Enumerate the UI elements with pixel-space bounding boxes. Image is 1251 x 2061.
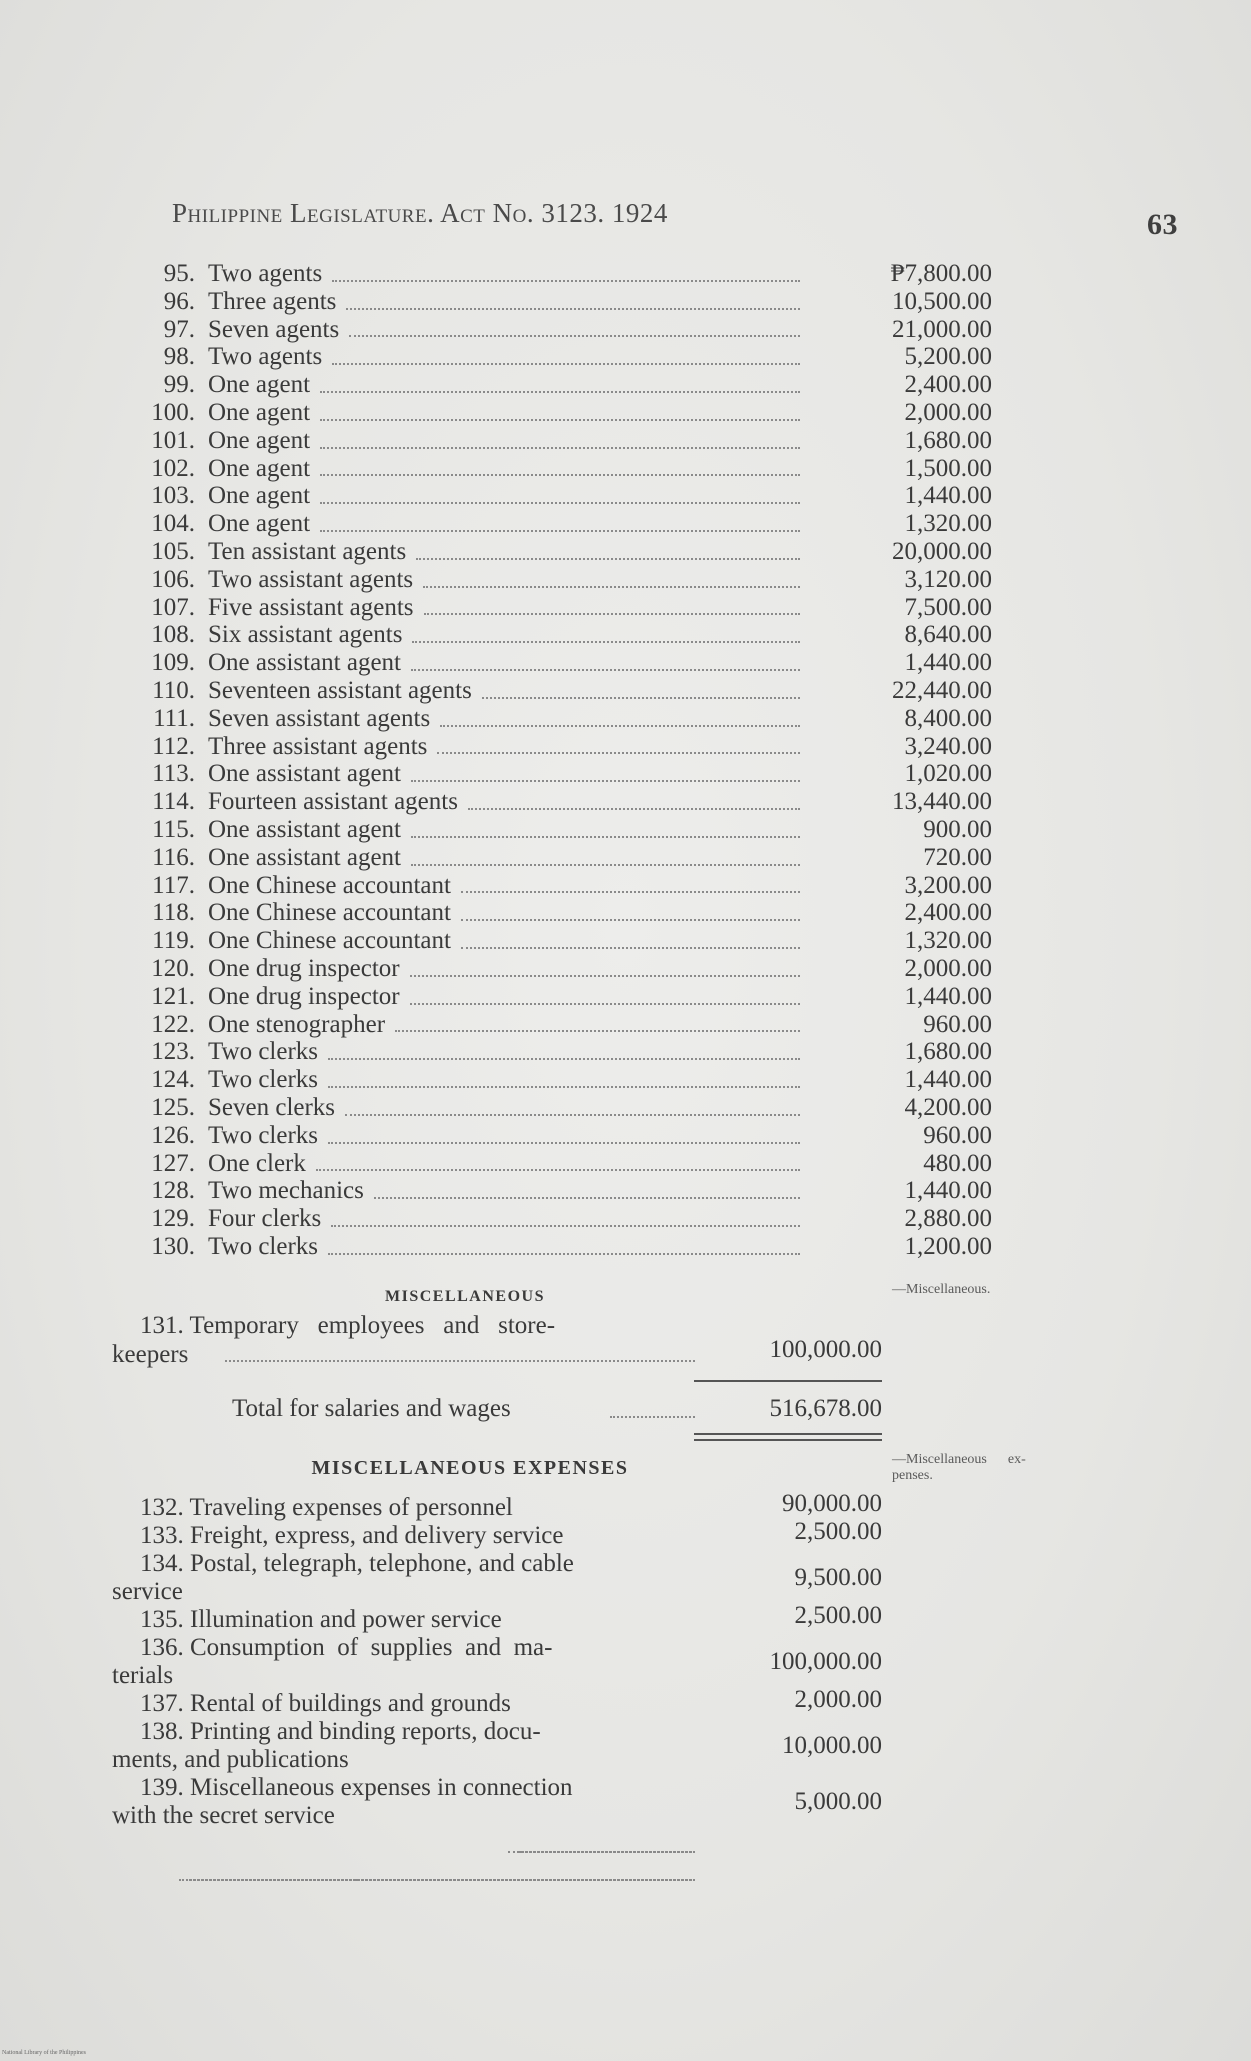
- item-description: [208, 455, 798, 483]
- item-number: 100.: [151, 398, 195, 426]
- salary-item-row: [110, 510, 992, 538]
- item-label: Two clerks: [208, 1121, 319, 1149]
- page-header: [172, 198, 1182, 241]
- leader-dots: [320, 417, 800, 421]
- salary-item-row: [110, 1177, 992, 1205]
- salary-item-row: [110, 1121, 992, 1150]
- salary-item-row: [110, 815, 992, 844]
- item-description: [208, 260, 798, 288]
- item-amount: 2,400.00: [904, 371, 992, 399]
- item-label: Ten assistant agents: [208, 537, 407, 565]
- salary-item-row: [110, 593, 992, 622]
- expense-item-amount: 9,500.00: [794, 1564, 882, 1591]
- item-description: [208, 510, 798, 538]
- item-label: One agent: [208, 454, 311, 482]
- salary-item-row: [110, 371, 992, 399]
- item-label: One agent: [208, 482, 311, 510]
- item-amount: 1,500.00: [904, 454, 992, 482]
- item-description: [208, 399, 798, 427]
- item-number: 99.: [163, 371, 195, 399]
- expense-item-line1: 136. Consumption of supplies and ma-: [140, 1634, 553, 1661]
- item-description: [208, 1038, 798, 1066]
- salary-item-row: [110, 398, 992, 427]
- leader-dots: [320, 500, 800, 504]
- item-label: Two clerks: [208, 1232, 319, 1260]
- item-amount: 900.00: [923, 815, 992, 843]
- item-number: 95.: [163, 260, 195, 287]
- item-number: 109.: [151, 649, 195, 677]
- footer-credit: National Library of the Philippines: [2, 2050, 86, 2056]
- item-label: Six assistant agents: [208, 621, 403, 649]
- item-label: Two agents: [208, 260, 323, 287]
- page-number: 63: [1147, 208, 1178, 241]
- item-amount: 1,440.00: [904, 1177, 992, 1205]
- item-description: [208, 621, 798, 649]
- item-label: One clerk: [208, 1149, 306, 1177]
- item-label: One agent: [208, 510, 311, 538]
- leader-dots: [517, 1849, 695, 1853]
- item-number: 115.: [152, 815, 195, 843]
- item-label: Two mechanics: [208, 1177, 364, 1205]
- expense-item-amount: 2,500.00: [794, 1602, 882, 1629]
- expense-item-amount: 5,000.00: [794, 1788, 882, 1815]
- item-amount: 8,400.00: [904, 704, 992, 732]
- item-label: Three agents: [208, 287, 337, 315]
- item-amount: 3,120.00: [904, 565, 992, 593]
- item-number: 113.: [152, 760, 195, 788]
- item-number: 104.: [151, 510, 195, 538]
- leader-dots: [225, 1358, 695, 1362]
- item-amount: 960.00: [923, 1010, 992, 1038]
- item-amount: 1,440.00: [904, 649, 992, 677]
- item-number: 98.: [163, 343, 195, 371]
- salary-item-row: [110, 649, 992, 677]
- item-description: [208, 343, 798, 371]
- item-amount: 1,680.00: [904, 426, 992, 454]
- item-description: [208, 427, 798, 455]
- item-label: Two clerks: [208, 1038, 319, 1066]
- item-label: One assistant agent: [208, 815, 402, 843]
- item-amount: 10,500.00: [892, 287, 992, 315]
- leader-dots: [320, 445, 800, 449]
- item-131-line1: 131. Temporary employees and store-: [140, 1312, 556, 1339]
- margin-note-expenses-2: penses.: [892, 1468, 933, 1483]
- leader-dots: [610, 1414, 695, 1418]
- salary-item-row: [110, 482, 992, 510]
- expense-item-amount: 10,000.00: [782, 1732, 882, 1759]
- item-amount: 5,200.00: [904, 343, 992, 371]
- expense-item-amount: 90,000.00: [782, 1490, 882, 1517]
- salary-item-row: [110, 621, 992, 649]
- item-amount: 1,320.00: [904, 510, 992, 538]
- item-number: 103.: [151, 482, 195, 510]
- salary-item-row: [110, 287, 992, 316]
- item-number: 106.: [151, 565, 195, 593]
- expense-item-line2: terials: [112, 1662, 174, 1689]
- item-number: 123.: [151, 1038, 195, 1066]
- expense-item-amount: 100,000.00: [769, 1648, 882, 1675]
- item-amount: 3,240.00: [904, 732, 992, 760]
- rule-double-2: [694, 1439, 882, 1441]
- item-description: [208, 955, 798, 983]
- item-label: One assistant agent: [208, 843, 402, 871]
- item-description: [208, 872, 798, 900]
- item-label: Two assistant agents: [208, 565, 414, 593]
- item-amount: 22,440.00: [892, 676, 992, 704]
- item-description: [208, 705, 798, 733]
- salary-item-row: [110, 565, 992, 594]
- item-description: [208, 649, 798, 677]
- item-description: [208, 1011, 798, 1039]
- item-description: [208, 316, 798, 344]
- leader-dots: [341, 1877, 695, 1881]
- item-amount: 20,000.00: [892, 537, 992, 565]
- salary-item-row: [110, 760, 992, 788]
- item-label: Seven agents: [208, 315, 340, 343]
- item-label: Seventeen assistant agents: [208, 676, 472, 704]
- item-label: Four clerks: [208, 1205, 322, 1233]
- item-number: 116.: [152, 843, 195, 871]
- item-description: [208, 899, 798, 927]
- item-description: [208, 760, 798, 788]
- expense-item-amount: 2,000.00: [794, 1686, 882, 1713]
- item-number: 97.: [163, 315, 195, 343]
- expense-item-line1: 132. Traveling expenses of personnel: [140, 1494, 513, 1521]
- salary-item-row: [110, 426, 992, 455]
- item-131-line2: keepers: [112, 1341, 189, 1368]
- item-number: 127.: [151, 1149, 195, 1177]
- salary-item-row: [110, 871, 992, 900]
- salary-item-row: [110, 1066, 992, 1094]
- expense-item-line1: 134. Postal, telegraph, telephone, and cable: [140, 1550, 574, 1577]
- item-description: [208, 1066, 798, 1094]
- item-number: 114.: [152, 788, 195, 816]
- item-label: One assistant agent: [208, 649, 402, 677]
- salary-item-row: [110, 704, 992, 733]
- item-label: One drug inspector: [208, 954, 400, 982]
- item-number: 96.: [163, 287, 195, 315]
- expense-item-line2: service: [112, 1578, 183, 1605]
- item-label: One agent: [208, 398, 311, 426]
- item-description: [208, 594, 798, 622]
- item-amount: 480.00: [923, 1149, 992, 1177]
- salary-item-row: [110, 343, 992, 371]
- salary-item-row: [110, 954, 992, 983]
- item-number: 120.: [151, 954, 195, 982]
- item-description: [208, 983, 798, 1011]
- salary-item-row: [110, 1038, 992, 1066]
- item-amount: 13,440.00: [892, 788, 992, 816]
- item-amount: 2,400.00: [904, 899, 992, 927]
- item-description: [208, 677, 798, 705]
- item-description: [208, 1150, 798, 1178]
- item-description: [208, 788, 798, 816]
- item-number: 124.: [151, 1066, 195, 1094]
- item-amount: 1,200.00: [904, 1232, 992, 1260]
- item-amount: 2,880.00: [904, 1205, 992, 1233]
- expense-item-line2: ments, and publications: [112, 1746, 349, 1773]
- salary-item-row: [110, 1010, 992, 1039]
- item-amount: 1,020.00: [904, 760, 992, 788]
- item-label: One agent: [208, 371, 311, 399]
- item-label: One Chinese accountant: [208, 899, 451, 927]
- item-description: [208, 482, 798, 510]
- leader-dots: [316, 1167, 800, 1171]
- item-description: [208, 1233, 798, 1261]
- item-amount: 1,440.00: [904, 1066, 992, 1094]
- item-label: Seven assistant agents: [208, 704, 431, 732]
- item-description: [208, 566, 798, 594]
- item-description: [208, 538, 798, 566]
- item-label: Two clerks: [208, 1066, 319, 1094]
- item-number: 111.: [153, 704, 195, 732]
- item-description: [208, 1094, 798, 1122]
- salary-item-row: [110, 732, 992, 761]
- item-number: 110.: [152, 676, 195, 704]
- item-131-amount: 100,000.00: [769, 1336, 882, 1363]
- item-description: [208, 927, 798, 955]
- salary-item-row: [110, 788, 992, 816]
- rule-top: [694, 1380, 882, 1382]
- salary-item-row: [110, 982, 992, 1011]
- running-title: Philippine Legislature. Act No. 3123. 1924: [172, 198, 668, 228]
- expense-item-amount: 2,500.00: [794, 1518, 882, 1545]
- rule-double-1: [694, 1433, 882, 1435]
- expense-item-line1: 139. Miscellaneous expenses in connection: [140, 1774, 573, 1801]
- item-number: 117.: [152, 871, 195, 899]
- section-heading-misc-expenses: MISCELLANEOUS EXPENSES: [311, 1457, 629, 1479]
- item-amount: 2,000.00: [904, 954, 992, 982]
- item-number: 125.: [151, 1093, 195, 1121]
- salary-item-row: [110, 454, 992, 483]
- item-label: One assistant agent: [208, 760, 402, 788]
- salary-item-row: [110, 676, 992, 705]
- leader-dots: [320, 389, 800, 393]
- item-amount: 3,200.00: [904, 871, 992, 899]
- item-number: 105.: [151, 537, 195, 565]
- salary-items-list: [110, 260, 992, 1261]
- item-amount: 720.00: [923, 843, 992, 871]
- salary-item-row: [110, 537, 992, 566]
- margin-note-miscellaneous: —Miscellaneous.: [892, 1282, 991, 1297]
- item-number: 129.: [151, 1205, 195, 1233]
- salary-item-row: [110, 927, 992, 955]
- item-label: One Chinese accountant: [208, 927, 451, 955]
- item-amount: 21,000.00: [892, 315, 992, 343]
- expense-item-line1: 138. Printing and binding reports, docu-: [140, 1718, 541, 1745]
- item-label: Three assistant agents: [208, 732, 428, 760]
- item-description: [208, 844, 798, 872]
- item-number: 126.: [151, 1121, 195, 1149]
- item-amount: 1,320.00: [904, 927, 992, 955]
- item-amount: 4,200.00: [904, 1093, 992, 1121]
- salary-item-row: [110, 1149, 992, 1178]
- item-label: Five assistant agents: [208, 593, 414, 621]
- expense-item-line2: with the secret service: [112, 1802, 335, 1829]
- item-number: 122.: [151, 1010, 195, 1038]
- margin-note-expenses-1: —Miscellaneous ex-: [892, 1452, 1026, 1467]
- item-number: 112.: [152, 732, 195, 760]
- salary-item-row: [110, 1232, 992, 1261]
- item-amount: 1,440.00: [904, 982, 992, 1010]
- item-description: [208, 1205, 798, 1233]
- item-label: Seven clerks: [208, 1093, 336, 1121]
- item-amount: 1,440.00: [904, 482, 992, 510]
- item-description: [208, 1177, 798, 1205]
- item-number: 128.: [151, 1177, 195, 1205]
- item-label: One Chinese accountant: [208, 871, 451, 899]
- item-amount: 1,680.00: [904, 1038, 992, 1066]
- item-description: [208, 816, 798, 844]
- item-description: [208, 288, 798, 316]
- item-amount: 2,000.00: [904, 398, 992, 426]
- salary-item-row: [110, 260, 992, 288]
- item-number: 107.: [151, 593, 195, 621]
- expense-item-line1: 135. Illumination and power service: [140, 1606, 502, 1633]
- item-number: 121.: [151, 982, 195, 1010]
- leader-dots: [320, 528, 800, 532]
- total-label: Total for salaries and wages: [232, 1395, 511, 1422]
- salary-item-row: [110, 1205, 992, 1233]
- salary-item-row: [110, 315, 992, 344]
- item-description: [208, 1122, 798, 1150]
- item-label: One drug inspector: [208, 982, 400, 1010]
- item-number: 101.: [151, 426, 195, 454]
- item-number: 119.: [152, 927, 195, 955]
- item-number: 108.: [151, 621, 195, 649]
- item-number: 130.: [151, 1232, 195, 1260]
- item-description: [208, 733, 798, 761]
- item-label: Fourteen assistant agents: [208, 788, 458, 816]
- section-heading-miscellaneous: MISCELLANEOUS: [385, 1288, 545, 1305]
- item-amount: 8,640.00: [904, 621, 992, 649]
- item-label: One stenographer: [208, 1010, 386, 1038]
- leader-dots: [320, 472, 800, 476]
- item-amount: 7,500.00: [904, 593, 992, 621]
- item-amount: ₱7,800.00: [890, 260, 992, 287]
- expense-item-line1: 137. Rental of buildings and grounds: [140, 1690, 511, 1717]
- salary-item-row: [110, 1093, 992, 1122]
- salary-item-row: [110, 843, 992, 872]
- item-number: 102.: [151, 454, 195, 482]
- total-amount: 516,678.00: [769, 1395, 882, 1422]
- salary-item-row: [110, 899, 992, 927]
- item-description: [208, 371, 798, 399]
- expense-item-line1: 133. Freight, express, and delivery service: [140, 1522, 564, 1549]
- item-amount: 960.00: [923, 1121, 992, 1149]
- item-label: Two agents: [208, 343, 323, 371]
- item-number: 118.: [152, 899, 195, 927]
- item-label: One agent: [208, 426, 311, 454]
